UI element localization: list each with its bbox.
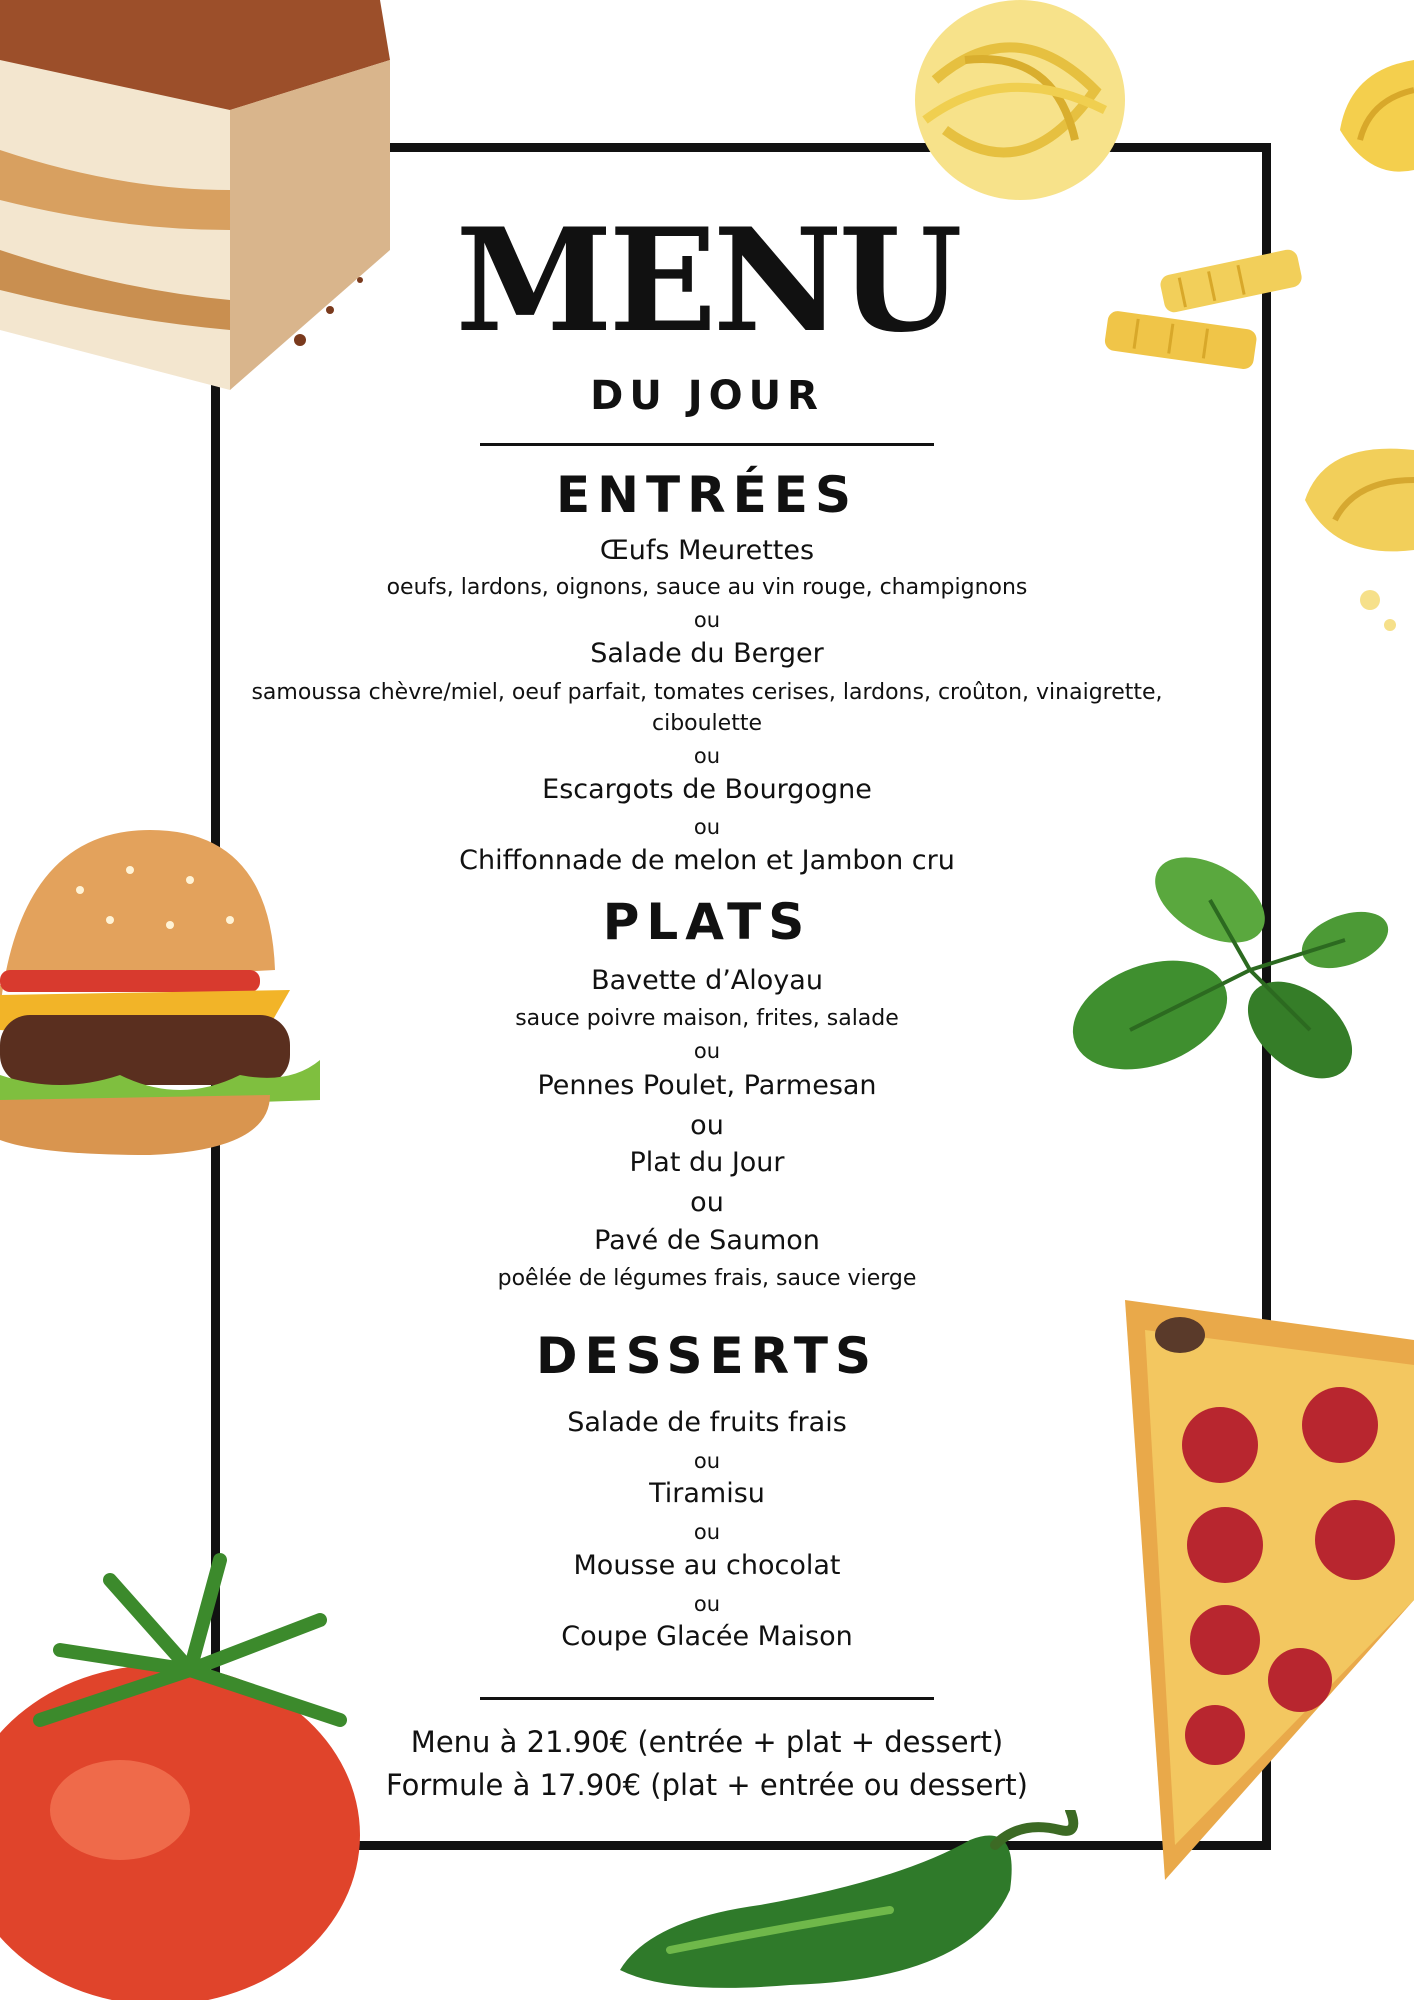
dessert-salade-fruits: Salade de fruits frais	[567, 1407, 847, 1438]
footer-divider	[480, 1697, 934, 1700]
entree-chiffonnade: Chiffonnade de melon et Jambon cru	[459, 845, 955, 876]
separator-ou: ou	[693, 815, 721, 839]
plat-pave-saumon-desc: poêlée de légumes frais, sauce vierge	[497, 1266, 917, 1291]
separator-ou: ou	[690, 1110, 724, 1141]
dessert-mousse-chocolat: Mousse au chocolat	[573, 1550, 841, 1581]
plat-pave-saumon: Pavé de Saumon	[594, 1225, 820, 1256]
separator-ou: ou	[693, 744, 721, 768]
section-desserts-heading: DESSERTS	[536, 1327, 878, 1385]
plat-du-jour: Plat du Jour	[629, 1147, 785, 1178]
entree-oeufs-meurettes: Œufs Meurettes	[599, 535, 815, 566]
plat-pennes-poulet: Pennes Poulet, Parmesan	[537, 1070, 877, 1101]
section-entrees-heading: ENTRÉES	[556, 466, 858, 524]
section-plats-heading: PLATS	[602, 893, 812, 951]
separator-ou: ou	[693, 1039, 721, 1063]
header-divider	[480, 443, 934, 446]
entree-salade-du-berger: Salade du Berger	[590, 638, 824, 669]
separator-ou: ou	[693, 1449, 721, 1473]
dessert-tiramisu: Tiramisu	[649, 1478, 765, 1509]
dessert-coupe-glacee: Coupe Glacée Maison	[561, 1621, 853, 1652]
entree-salade-du-berger-desc-2: ciboulette	[651, 711, 762, 736]
plat-bavette-desc: sauce poivre maison, frites, salade	[515, 1006, 899, 1031]
price-formule: Formule à 17.90€ (plat + entrée ou dessert)	[386, 1768, 1028, 1802]
entree-oeufs-meurettes-desc: oeufs, lardons, oignons, sauce au vin rouge, champignons	[386, 575, 1028, 600]
separator-ou: ou	[693, 608, 721, 632]
menu-content	[200, 0, 1214, 2000]
pasta-piece-illustration	[1330, 50, 1414, 190]
separator-ou: ou	[693, 1520, 721, 1544]
separator-ou: ou	[690, 1187, 724, 1218]
farfalle-illustration	[1295, 440, 1414, 650]
entree-salade-du-berger-desc-1: samoussa chèvre/miel, oeuf parfait, tomates cerises, lardons, croûton, vinaigrette,	[251, 680, 1163, 705]
plat-bavette: Bavette d’Aloyau	[591, 965, 823, 996]
menu-subtitle: DU JOUR	[590, 373, 824, 419]
menu-title: MENU	[455, 198, 959, 364]
entree-escargots: Escargots de Bourgogne	[542, 774, 872, 805]
price-menu: Menu à 21.90€ (entrée + plat + dessert)	[410, 1725, 1004, 1759]
separator-ou: ou	[693, 1592, 721, 1616]
